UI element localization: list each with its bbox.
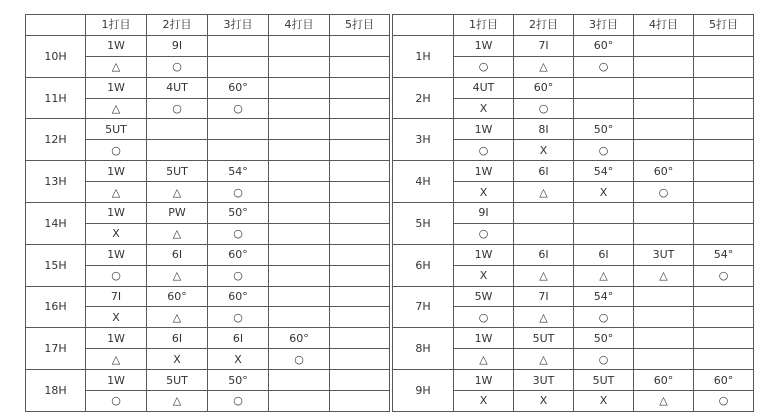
result-cell: ○ <box>86 391 147 412</box>
club-cell <box>694 161 754 182</box>
result-cell <box>269 391 330 412</box>
club-cell: 6I <box>514 161 574 182</box>
result-cell <box>208 140 269 161</box>
result-cell: ○ <box>574 140 634 161</box>
club-cell <box>147 119 208 140</box>
corner-cell <box>393 15 454 36</box>
result-cell <box>330 56 390 77</box>
club-cell: 1W <box>86 244 147 265</box>
club-cell: 5UT <box>147 161 208 182</box>
club-cell: 6I <box>147 244 208 265</box>
club-cell <box>694 328 754 349</box>
result-cell <box>694 98 754 119</box>
hole-label: 1H <box>393 35 454 77</box>
club-cell: 1W <box>86 77 147 98</box>
club-cell <box>330 77 390 98</box>
club-row <box>393 244 754 265</box>
result-cell: X <box>574 182 634 203</box>
header-row <box>26 15 390 36</box>
result-cell <box>330 223 390 244</box>
club-cell <box>330 35 390 56</box>
club-cell: 1W <box>86 370 147 391</box>
club-cell: 60° <box>208 77 269 98</box>
result-cell <box>330 140 390 161</box>
club-cell <box>574 203 634 224</box>
club-row <box>26 286 390 307</box>
club-cell: 1W <box>86 203 147 224</box>
club-row <box>26 77 390 98</box>
hole-label: 17H <box>26 328 86 370</box>
club-cell: 6I <box>147 328 208 349</box>
result-cell: ○ <box>208 391 269 412</box>
club-cell <box>330 161 390 182</box>
hole-label: 13H <box>26 161 86 203</box>
back-nine-table <box>25 14 390 412</box>
club-cell: 1W <box>454 244 514 265</box>
result-cell <box>330 98 390 119</box>
result-cell <box>330 391 390 412</box>
shot-header: 1打目 <box>86 15 147 36</box>
hole-label: 6H <box>393 244 454 286</box>
club-cell: 1W <box>454 370 514 391</box>
club-cell: 60° <box>147 286 208 307</box>
club-row <box>26 370 390 391</box>
club-row <box>393 203 754 224</box>
club-cell <box>330 119 390 140</box>
shot-header: 5打目 <box>330 15 390 36</box>
club-cell <box>269 161 330 182</box>
club-cell: 54° <box>208 161 269 182</box>
hole-label: 5H <box>393 203 454 245</box>
result-cell: X <box>514 391 574 412</box>
club-cell <box>269 370 330 391</box>
club-row <box>26 119 390 140</box>
club-cell <box>330 328 390 349</box>
result-cell: ○ <box>208 182 269 203</box>
club-cell <box>514 203 574 224</box>
club-cell <box>694 119 754 140</box>
club-row <box>393 119 754 140</box>
club-cell: 60° <box>634 161 694 182</box>
hole-label: 9H <box>393 370 454 412</box>
club-cell: 60° <box>208 286 269 307</box>
club-cell: 6I <box>574 244 634 265</box>
club-cell: 60° <box>269 328 330 349</box>
club-cell: 7I <box>514 286 574 307</box>
result-cell <box>634 223 694 244</box>
result-cell <box>694 349 754 370</box>
result-cell: X <box>86 307 147 328</box>
club-cell: 1W <box>454 35 514 56</box>
club-cell: 60° <box>634 370 694 391</box>
club-cell <box>269 244 330 265</box>
hole-label: 11H <box>26 77 86 119</box>
result-cell: ○ <box>454 56 514 77</box>
club-cell <box>330 286 390 307</box>
club-cell: 60° <box>694 370 754 391</box>
hole-label: 2H <box>393 77 454 119</box>
club-cell <box>634 35 694 56</box>
result-cell: ○ <box>634 182 694 203</box>
result-cell: △ <box>514 307 574 328</box>
club-cell: 60° <box>208 244 269 265</box>
header-row <box>393 15 754 36</box>
result-cell: △ <box>147 265 208 286</box>
result-cell <box>694 182 754 203</box>
shot-header: 2打目 <box>147 15 208 36</box>
club-row <box>393 77 754 98</box>
result-cell: △ <box>147 182 208 203</box>
club-cell: 5UT <box>514 328 574 349</box>
result-cell <box>694 140 754 161</box>
club-cell: 4UT <box>147 77 208 98</box>
result-cell: X <box>574 391 634 412</box>
result-cell: X <box>514 140 574 161</box>
club-row <box>26 203 390 224</box>
club-cell: 5W <box>454 286 514 307</box>
hole-label: 10H <box>26 35 86 77</box>
result-cell <box>574 98 634 119</box>
club-cell: 5UT <box>147 370 208 391</box>
result-cell: △ <box>574 265 634 286</box>
club-cell: PW <box>147 203 208 224</box>
club-cell: 1W <box>86 35 147 56</box>
result-cell <box>634 349 694 370</box>
club-cell <box>269 119 330 140</box>
club-row <box>393 328 754 349</box>
result-cell: ○ <box>86 140 147 161</box>
result-cell: ○ <box>208 265 269 286</box>
result-cell: △ <box>147 223 208 244</box>
club-cell <box>634 286 694 307</box>
result-cell: △ <box>514 349 574 370</box>
club-cell: 60° <box>514 77 574 98</box>
result-cell <box>694 307 754 328</box>
club-cell: 7I <box>514 35 574 56</box>
result-cell: △ <box>86 182 147 203</box>
club-cell <box>269 35 330 56</box>
club-cell: 4UT <box>454 77 514 98</box>
club-cell: 6I <box>514 244 574 265</box>
club-cell <box>269 77 330 98</box>
club-row <box>26 244 390 265</box>
club-cell: 1W <box>86 161 147 182</box>
club-cell <box>208 35 269 56</box>
shot-header: 4打目 <box>634 15 694 36</box>
club-cell <box>269 203 330 224</box>
result-cell: ○ <box>208 307 269 328</box>
result-cell: ○ <box>694 391 754 412</box>
club-cell <box>694 203 754 224</box>
result-cell <box>208 56 269 77</box>
result-cell: ○ <box>454 307 514 328</box>
shot-header: 3打目 <box>208 15 269 36</box>
club-cell: 50° <box>574 119 634 140</box>
club-row <box>26 328 390 349</box>
result-cell <box>269 307 330 328</box>
result-cell: X <box>454 98 514 119</box>
club-row <box>393 161 754 182</box>
club-row <box>393 370 754 391</box>
club-cell: 1W <box>86 328 147 349</box>
result-cell: ○ <box>574 307 634 328</box>
result-cell: △ <box>514 56 574 77</box>
club-row <box>393 35 754 56</box>
result-cell: X <box>454 265 514 286</box>
result-cell <box>634 140 694 161</box>
result-cell: ○ <box>694 265 754 286</box>
club-cell <box>574 77 634 98</box>
club-cell <box>634 203 694 224</box>
club-cell: 3UT <box>514 370 574 391</box>
result-cell: ○ <box>208 98 269 119</box>
hole-label: 7H <box>393 286 454 328</box>
club-cell: 54° <box>574 286 634 307</box>
club-cell <box>634 328 694 349</box>
result-cell <box>330 349 390 370</box>
club-cell <box>330 244 390 265</box>
result-cell <box>147 140 208 161</box>
result-cell: △ <box>86 98 147 119</box>
result-cell: X <box>147 349 208 370</box>
club-cell: 7I <box>86 286 147 307</box>
hole-label: 15H <box>26 244 86 286</box>
club-cell: 6I <box>208 328 269 349</box>
club-cell <box>269 286 330 307</box>
club-cell: 3UT <box>634 244 694 265</box>
result-cell: X <box>86 223 147 244</box>
result-cell: △ <box>147 307 208 328</box>
result-cell: ○ <box>147 56 208 77</box>
result-cell: △ <box>514 265 574 286</box>
club-row <box>393 286 754 307</box>
shot-header: 2打目 <box>514 15 574 36</box>
club-cell <box>330 203 390 224</box>
result-cell: ○ <box>454 223 514 244</box>
club-cell: 50° <box>208 203 269 224</box>
result-cell <box>330 182 390 203</box>
result-cell <box>694 223 754 244</box>
result-cell: ○ <box>147 98 208 119</box>
club-cell: 5UT <box>86 119 147 140</box>
result-cell <box>269 223 330 244</box>
club-cell: 50° <box>208 370 269 391</box>
result-cell <box>269 182 330 203</box>
result-cell <box>269 265 330 286</box>
hole-label: 14H <box>26 203 86 245</box>
club-cell: 54° <box>694 244 754 265</box>
result-cell <box>330 265 390 286</box>
club-cell: 50° <box>574 328 634 349</box>
result-cell: ○ <box>454 140 514 161</box>
result-cell <box>330 307 390 328</box>
result-cell <box>269 98 330 119</box>
shot-header: 5打目 <box>694 15 754 36</box>
hole-label: 3H <box>393 119 454 161</box>
result-cell: ○ <box>208 223 269 244</box>
club-cell: 9I <box>147 35 208 56</box>
result-cell: △ <box>634 265 694 286</box>
result-cell: △ <box>86 349 147 370</box>
result-cell <box>634 98 694 119</box>
hole-label: 4H <box>393 161 454 203</box>
club-row <box>26 161 390 182</box>
result-cell <box>694 56 754 77</box>
club-cell: 8I <box>514 119 574 140</box>
club-row <box>26 35 390 56</box>
shot-header: 4打目 <box>269 15 330 36</box>
club-cell <box>694 286 754 307</box>
result-cell: △ <box>454 349 514 370</box>
club-cell: 1W <box>454 328 514 349</box>
club-cell: 9I <box>454 203 514 224</box>
result-cell: △ <box>147 391 208 412</box>
result-cell <box>634 307 694 328</box>
result-cell: X <box>208 349 269 370</box>
result-cell <box>269 140 330 161</box>
result-cell: △ <box>634 391 694 412</box>
result-cell: ○ <box>514 98 574 119</box>
club-cell <box>634 119 694 140</box>
hole-label: 8H <box>393 328 454 370</box>
result-cell: ○ <box>269 349 330 370</box>
shot-header: 1打目 <box>454 15 514 36</box>
result-cell: △ <box>86 56 147 77</box>
club-cell <box>694 77 754 98</box>
club-cell: 60° <box>574 35 634 56</box>
club-cell: 1W <box>454 161 514 182</box>
hole-label: 12H <box>26 119 86 161</box>
hole-label: 16H <box>26 286 86 328</box>
front-nine-table <box>392 14 754 412</box>
club-cell <box>330 370 390 391</box>
club-cell <box>694 35 754 56</box>
result-cell <box>574 223 634 244</box>
club-cell: 54° <box>574 161 634 182</box>
club-cell <box>208 119 269 140</box>
result-cell <box>514 223 574 244</box>
result-cell: ○ <box>574 349 634 370</box>
corner-cell <box>26 15 86 36</box>
result-cell: ○ <box>86 265 147 286</box>
hole-label: 18H <box>26 370 86 412</box>
result-cell: ○ <box>574 56 634 77</box>
club-cell <box>634 77 694 98</box>
result-cell: X <box>454 182 514 203</box>
club-cell: 1W <box>454 119 514 140</box>
shot-header: 3打目 <box>574 15 634 36</box>
result-cell: △ <box>514 182 574 203</box>
club-cell: 5UT <box>574 370 634 391</box>
result-cell <box>269 56 330 77</box>
result-cell <box>634 56 694 77</box>
result-cell: X <box>454 391 514 412</box>
